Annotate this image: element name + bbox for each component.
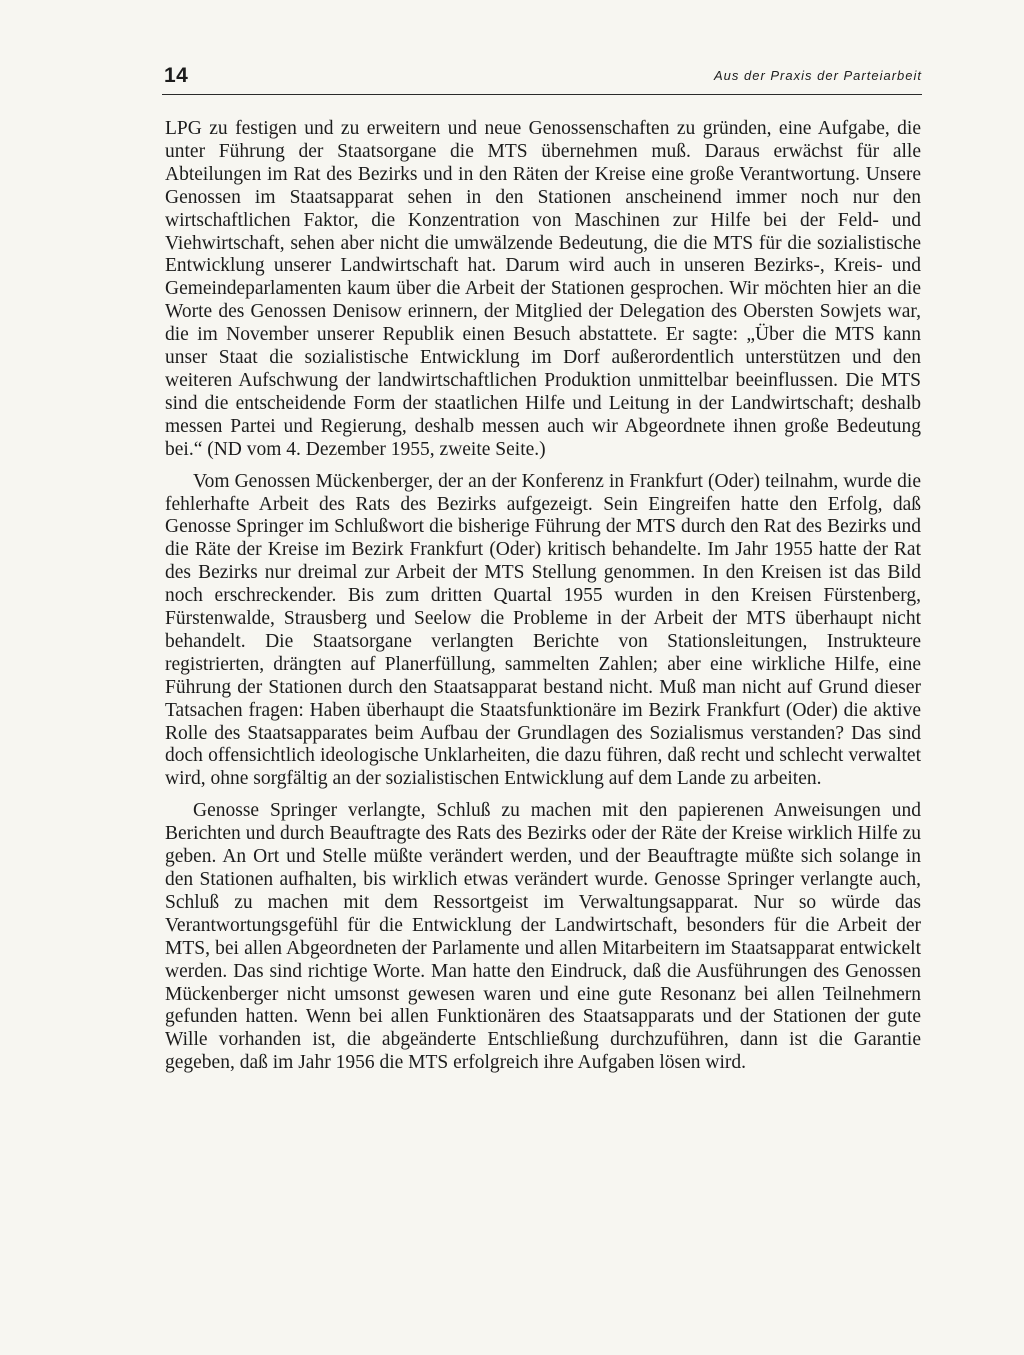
paragraph-2: Vom Genossen Mückenberger, der an der Konferenz in Frankfurt (Oder) teilnahm, wurde die fehlerhafte Arbeit des Rats des Bezirks aufgezeigt. Sein Eingreifen hatte den Erfolg, daß Genosse Springer im Schlußwort die bisherige Führung der MTS durch den Rat des Bezirks und die Räte der Kreise im Bezirk Frankfurt (Oder) kritisch behandelte. Im Jahr 1955 hatte der Rat des Bezirks nur dreimal zur Arbeit der MTS Stellung genommen. In den Kreisen ist das Bild noch erschreckender. Bis zum dritten Quartal 1955 wurden in den Kreisen Fürstenberg, Fürstenwalde, Strausberg und Seelow die Probleme in der Arbeit der MTS überhaupt nicht behandelt. Die Staatsorgane verlangten Berichte von Stationsleitungen, Instrukteure registrierten, drängten auf Planerfüllung, sammelten Zahlen; aber eine wirkliche Hilfe, eine Führung der Stationen durch den Staatsapparat bestand nicht. Muß man nicht auf Grund dieser Tatsachen fragen: Haben überhaupt die Staatsfunktionäre im Bezirk Frankfurt (Oder) die aktive Rolle des Staatsapparates beim Aufbau der Grundlagen des Sozialismus verstanden? Das sind doch offensichtlich ideologische Unklarheiten, die dazu führen, daß recht und schlecht verwaltet wird, ohne sorgfältig an der sozialistischen Entwicklung auf dem Lande zu arbeiten.	[165, 470, 921, 790]
page-header	[162, 60, 922, 95]
paragraph-3: Genosse Springer verlangte, Schluß zu machen mit den papierenen Anweisungen und Berichten und durch Beauftragte des Rats des Bezirks oder der Räte der Kreise wirklich Hilfe zu geben. An Ort und Stelle müßte verändert werden, und der Beauftragte müßte sich solange in den Stationen aufhalten, bis wirklich etwas verändert wurde. Genosse Springer verlangte auch, Schluß zu machen mit dem Ressortgeist im Verwaltungsapparat. Nur so würde das Verantwortungsgefühl für die Entwicklung der Landwirtschaft, besonders für die Arbeit der MTS, bei allen Abgeordneten der Parlamente und allen Mitarbeitern im Staatsapparat entwickelt werden. Das sind richtige Worte. Man hatte den Eindruck, daß die Ausführungen des Genossen Mückenberger nicht umsonst gewesen waren und eine gute Resonanz bei allen Teilnehmern gefunden hatten. Wenn bei allen Funktionären des Staatsapparats und der Stationen der gute Wille vorhanden ist, die abgeänderte Entschließung durchzuführen, dann ist die Garantie gegeben, daß im Jahr 1956 die MTS erfolgreich ihre Aufgaben lösen wird.	[165, 800, 921, 1074]
paragraph-1: LPG zu festigen und zu erweitern und neue Genossenschaften zu gründen, eine Aufgabe, die unter Führung der Staatsorgane die MTS übernehmen muß. Daraus erwächst für alle Abteilungen im Rat des Bezirks und in den Räten der Kreise eine große Verantwortung. Unsere Genossen im Staatsapparat sehen in den Stationen anscheinend immer noch nur den wirtschaftlichen Faktor, die Konzentration von Maschinen zur Hilfe bei der Feld- und Viehwirtschaft, sehen aber nicht die umwälzende Bedeutung, die die MTS für die sozialistische Entwicklung unserer Landwirtschaft hat. Darum wird auch in unseren Bezirks-, Kreis- und Gemeindeparlamenten kaum über die Arbeit der Stationen gesprochen. Wir möchten hier an die Worte des Genossen Denisow erinnern, der Mitglied der Delegation des Obersten Sowjets war, die im November unserer Republik einen Besuch abstattete. Er sagte: „Über die MTS kann unser Staat die sozialistische Entwicklung im Dorf außerordentlich unterstützen und den weiteren Aufschwung der landwirtschaftlichen Produktion unmittelbar beeinflussen. Die MTS sind die entscheidende Form der staatlichen Hilfe und Leitung in der Landwirtschaft; deshalb messen Partei und Regierung, deshalb messen auch wir Abgeordnete ihnen große Bedeutung bei.“ (ND vom 4. Dezember 1955, zweite Seite.)	[165, 118, 921, 460]
body-text	[165, 118, 921, 1075]
running-head: Aus der Praxis der Parteiarbeit	[713, 68, 922, 83]
page-number: 14	[164, 64, 189, 87]
